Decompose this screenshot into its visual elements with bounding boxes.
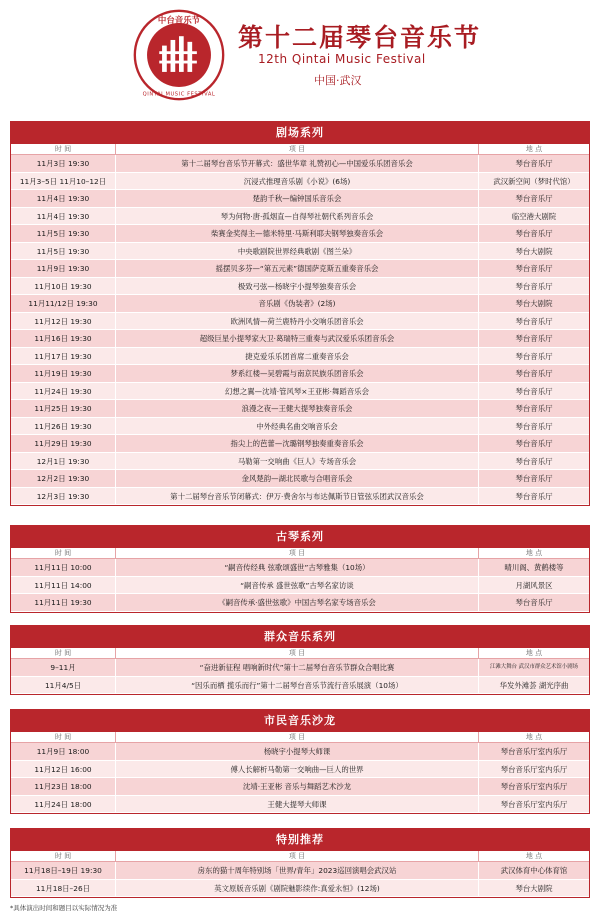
cell-time: 11月4/5日: [11, 677, 116, 694]
cell-time: 11月12日 19:30: [11, 313, 116, 330]
festival-location: 中国·武汉: [314, 74, 362, 87]
cell-program: 欧洲风情—荷兰鹿特丹小交响乐团音乐会: [116, 313, 479, 330]
section-title: 特别推荐: [11, 829, 589, 851]
cell-program: 沈靖·王亚彬 音乐与舞蹈艺术沙龙: [116, 778, 479, 795]
cell-program: 捷克爱乐乐团首席二重奏音乐会: [116, 348, 479, 365]
cell-program: “嗣音传经典 弦歌颂盛世”古琴雅集（10场）: [116, 559, 479, 576]
cell-venue: 琴台大剧院: [515, 246, 553, 256]
header: [0, 0, 600, 112]
cell-time: 12月1日 19:30: [11, 453, 116, 470]
cell-venue: 琴台大剧院: [515, 299, 553, 308]
table-row: [11, 778, 589, 796]
cell-venue: 晴川阁、黄鹤楼等: [504, 563, 564, 572]
cell-time: 11月11日 19:30: [11, 594, 116, 611]
section-title: 剧场系列: [11, 122, 589, 144]
cell-venue: 琴台音乐厅: [515, 316, 553, 326]
cell-program: 楚韵千秋—编钟国乐音乐会: [116, 190, 479, 207]
table-row: [11, 208, 589, 226]
cell-venue: 琴台音乐厅: [515, 229, 553, 238]
table-row: [11, 594, 589, 612]
cell-program: 《嗣音传承·盛世弦歌》中国古琴名家专场音乐会: [116, 594, 479, 611]
cell-time: 11月18日–19日 19:30: [11, 862, 116, 879]
table-body: [11, 559, 589, 612]
cell-venue: 琴台音乐厅: [515, 404, 553, 413]
cell-time: 11月3日 19:30: [11, 155, 116, 172]
cell-venue: 江滩大舞台 武汉市群众艺术馆小剧场: [490, 664, 578, 670]
cell-time: 9–11月: [11, 659, 116, 676]
table-row: [11, 577, 589, 595]
section-title: 市民音乐沙龙: [11, 710, 589, 732]
column-header-time: 时 间: [11, 144, 116, 154]
cell-program: 第十二届琴台音乐节开幕式：盛世华章 礼赞初心—中国爱乐乐团音乐会: [116, 155, 479, 172]
cell-venue: 琴台音乐厅: [515, 491, 553, 501]
cell-venue: 琴台音乐厅: [515, 159, 553, 168]
section-3: [10, 709, 590, 814]
table-row: [11, 453, 589, 471]
table-row: [11, 260, 589, 278]
column-header-venue: 地 点: [525, 852, 543, 860]
cell-time: 11月24日 19:30: [11, 383, 116, 400]
cell-venue: 琴台音乐厅: [515, 369, 553, 378]
cell-program: “嗣音传承 盛世弦歌”古琴名家访谈: [116, 577, 479, 594]
column-header-program: 项 目: [116, 144, 479, 154]
table-row: [11, 225, 589, 243]
cell-venue: 琴台音乐厅: [515, 456, 553, 466]
column-header-venue: 地 点: [525, 549, 543, 557]
table-body: [11, 659, 589, 694]
cell-time: 11月19日 19:30: [11, 365, 116, 382]
cell-program: 第十二届琴台音乐节闭幕式：伊万·费舍尔与布达佩斯节日管弦乐团武汉音乐会: [116, 488, 479, 505]
cell-time: 11月9日 19:30: [11, 260, 116, 277]
cell-program: 中央歌剧院世界经典歌剧《图兰朵》: [116, 243, 479, 260]
table-row: [11, 743, 589, 761]
cell-venue: 琴台音乐厅: [515, 194, 553, 203]
cell-program: 极致弓弦—杨晓宇小提琴独奏音乐会: [116, 278, 479, 295]
cell-time: 12月3日 19:30: [11, 488, 116, 505]
table-row: [11, 295, 589, 313]
cell-time: 11月9日 18:00: [11, 743, 116, 760]
cell-venue: 琴台音乐厅室内乐厅: [500, 747, 568, 756]
svg-text:QINTAI MUSIC FESTIVAL: QINTAI MUSIC FESTIVAL: [142, 91, 216, 98]
cell-venue: 琴台音乐厅: [515, 474, 553, 483]
table-row: [11, 330, 589, 348]
cell-venue: 武汉新空间（梦时代馆）: [493, 176, 575, 186]
cell-venue: 琴台音乐厅: [515, 598, 553, 607]
festival-logo-icon: [132, 8, 226, 102]
table-row: [11, 278, 589, 296]
table-row: [11, 796, 589, 814]
cell-program: 金风楚韵—湖北民歌与合唱音乐会: [116, 470, 479, 487]
table-body: [11, 743, 589, 813]
cell-venue: 武汉体育中心体育馆: [500, 866, 568, 875]
table-row: [11, 435, 589, 453]
cell-venue: 琴台音乐厅: [515, 439, 553, 448]
cell-program: 傅人长解析马勒第一交响曲—巨人的世界: [116, 761, 479, 778]
table-row: [11, 155, 589, 173]
column-header: [11, 144, 589, 155]
table-row: [11, 761, 589, 779]
cell-time: 11月11日 10:00: [11, 559, 116, 576]
cell-time: 12月2日 19:30: [11, 470, 116, 487]
table-row: [11, 348, 589, 366]
section-0: [10, 121, 590, 506]
cell-program: “因乐而栖 揽乐而行”第十二届琴台音乐节流行音乐展演（10场）: [116, 677, 479, 694]
cell-time: 11月17日 19:30: [11, 348, 116, 365]
cell-venue: 华发外滩荟 湖光序曲: [499, 680, 569, 690]
section-title: 群众音乐系列: [11, 626, 589, 648]
cell-program: 指尖上的芭蕾—沈璐钢琴独奏重奏音乐会: [116, 435, 479, 452]
column-header-program: 项 目: [116, 732, 479, 742]
column-header: [11, 648, 589, 659]
cell-venue: 琴台音乐厅: [515, 334, 553, 343]
table-body: [11, 155, 589, 505]
cell-program: “奋进新征程 唱响新时代”第十二届琴台音乐节群众合唱比赛: [116, 659, 479, 676]
section-title: 古琴系列: [11, 526, 589, 548]
table-body: [11, 862, 589, 897]
cell-venue: 琴台音乐厅: [515, 386, 553, 396]
cell-time: 11月18日–26日: [11, 880, 116, 897]
table-row: [11, 862, 589, 880]
cell-time: 11月11日 14:00: [11, 577, 116, 594]
section-2: [10, 625, 590, 695]
cell-time: 11月10日 19:30: [11, 278, 116, 295]
table-row: [11, 313, 589, 331]
cell-program: 柴赛金奖得主—德米特里·马斯利耶夫钢琴独奏音乐会: [116, 225, 479, 242]
cell-program: 英文原版音乐剧《剧院魅影续作:真爱永恒》(12场): [116, 880, 479, 897]
column-header: [11, 851, 589, 862]
cell-program: 梦系红楼—吴碧霞与南京民族乐团音乐会: [116, 365, 479, 382]
table-row: [11, 659, 589, 677]
cell-program: 房东的猫十周年特别场「世界/青年」2023巡回演唱会武汉站: [116, 862, 479, 879]
cell-time: 11月4日 19:30: [11, 208, 116, 225]
table-row: [11, 243, 589, 261]
svg-text:中台音乐节: 中台音乐节: [157, 15, 201, 26]
cell-program: 沉浸式推理音乐剧《小说》(6场): [116, 173, 479, 190]
cell-program: 幻想之翼—沈靖·管风琴×王亚彬·舞蹈音乐会: [116, 383, 479, 400]
cell-time: 11月11/12日 19:30: [11, 295, 116, 312]
festival-subtitle: 12th Qintai Music Festival: [258, 52, 426, 66]
table-row: [11, 173, 589, 191]
cell-program: 浪漫之夜—王健大提琴独奏音乐会: [116, 400, 479, 417]
cell-program: 王健大提琴大师课: [116, 796, 479, 813]
cell-venue: 琴台音乐厅: [515, 281, 553, 291]
column-header-time: 时 间: [11, 548, 116, 558]
cell-time: 11月4日 19:30: [11, 190, 116, 207]
cell-time: 11月12日 16:00: [11, 761, 116, 778]
table-row: [11, 190, 589, 208]
cell-venue: 琴台大剧院: [515, 883, 553, 893]
festival-title: 第十二届琴台音乐节: [238, 23, 482, 52]
table-row: [11, 488, 589, 506]
cell-venue: 琴台音乐厅: [515, 421, 553, 431]
cell-time: 11月5日 19:30: [11, 225, 116, 242]
footnote: *具体演出时间和题目以实际情况为准: [10, 904, 118, 912]
cell-program: 中外经典名曲交响音乐会: [116, 418, 479, 435]
cell-venue: 琴台音乐厅室内乐厅: [500, 799, 568, 809]
cell-time: 11月24日 18:00: [11, 796, 116, 813]
column-header-time: 时 间: [11, 851, 116, 861]
table-row: [11, 880, 589, 898]
column-header-venue: 地 点: [525, 733, 543, 741]
cell-time: 11月3–5日 11月10–12日: [11, 173, 116, 190]
cell-venue: 琴台音乐厅: [515, 351, 553, 361]
section-4: [10, 828, 590, 898]
cell-program: 摇摆贝多芬—“第五元素”德国萨克斯五重奏音乐会: [116, 260, 479, 277]
cell-program: 琴为何物·唐·孤烟直—自得琴社朝代系列音乐会: [116, 208, 479, 225]
cell-program: 马勒第一交响曲《巨人》专场音乐会: [116, 453, 479, 470]
table-row: [11, 383, 589, 401]
cell-venue: 琴台音乐厅室内乐厅: [500, 782, 568, 791]
column-header-venue: 地 点: [525, 649, 543, 657]
cell-venue: 琴台音乐厅室内乐厅: [500, 764, 568, 774]
cell-program: 杨晓宇小提琴大师课: [116, 743, 479, 760]
column-header-program: 项 目: [116, 648, 479, 658]
cell-venue: 临空港大剧院: [511, 211, 557, 221]
table-row: [11, 400, 589, 418]
column-header: [11, 732, 589, 743]
column-header-time: 时 间: [11, 732, 116, 742]
column-header: [11, 548, 589, 559]
cell-time: 11月16日 19:30: [11, 330, 116, 347]
column-header-venue: 地 点: [525, 145, 543, 153]
cell-time: 11月26日 19:30: [11, 418, 116, 435]
cell-program: 超级巨星小提琴家大卫·葛瑞特三重奏与武汉爱乐乐团音乐会: [116, 330, 479, 347]
cell-time: 11月29日 19:30: [11, 435, 116, 452]
cell-time: 11月25日 19:30: [11, 400, 116, 417]
cell-time: 11月5日 19:30: [11, 243, 116, 260]
section-1: [10, 525, 590, 613]
table-row: [11, 365, 589, 383]
column-header-program: 项 目: [116, 851, 479, 861]
column-header-program: 项 目: [116, 548, 479, 558]
cell-venue: 琴台音乐厅: [515, 264, 553, 273]
table-row: [11, 677, 589, 695]
table-row: [11, 418, 589, 436]
cell-venue: 月湖风景区: [515, 580, 553, 590]
table-row: [11, 559, 589, 577]
cell-time: 11月23日 18:00: [11, 778, 116, 795]
table-row: [11, 470, 589, 488]
cell-program: 音乐剧《伪装者》(2场): [116, 295, 479, 312]
column-header-time: 时 间: [11, 648, 116, 658]
